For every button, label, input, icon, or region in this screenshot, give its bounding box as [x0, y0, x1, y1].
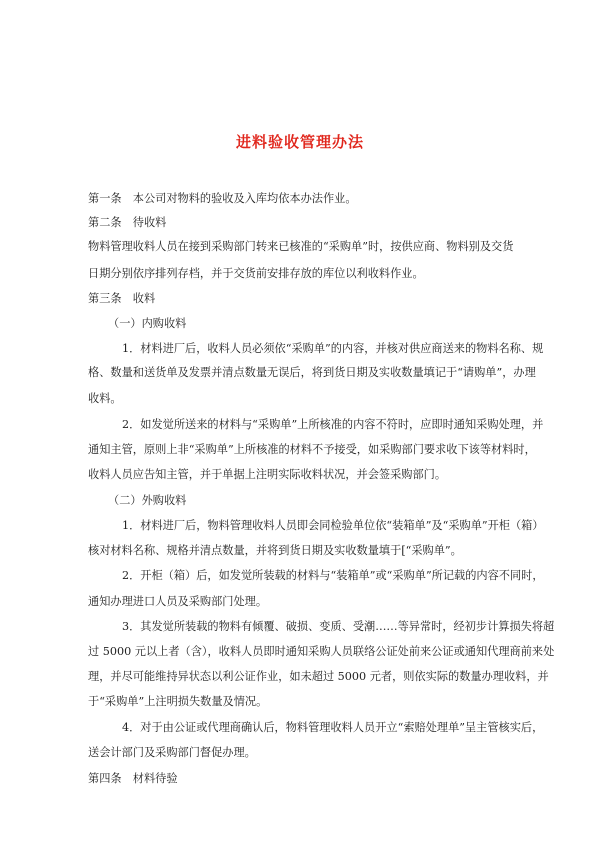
paragraph-line: 收料。 — [88, 392, 122, 405]
section-heading: （二）外购收料 — [108, 494, 187, 507]
paragraph-line: 3．其发觉所装载的物料有倾覆、破损、变质、受潮……等异常时，经初步计算损失将超 — [122, 620, 555, 633]
paragraph-line: 4．对于由公证或代理商确认后，物料管理收料人员开立“索赔处理单”呈主管核实后， — [122, 721, 544, 734]
paragraph-line: 2．开柜（箱）后，如发觉所装载的材料与“装箱单”或“采购单”所记载的内容不同时， — [122, 569, 544, 582]
document-title: 进料验收管理办法 — [235, 133, 364, 151]
paragraph-line: 物料管理收料人员在接到采购部门转来已核准的“采购单”时，按供应商、物料别及交货 — [88, 240, 514, 253]
paragraph-line: 于“采购单”上注明损失数量及情况。 — [88, 695, 268, 708]
paragraph-line: 日期分别依序排列存档，并于交货前安排存放的库位以利收料作业。 — [88, 267, 424, 280]
paragraph-line: 收料人员应告知主管，并于单据上注明实际收料状况，并会签采购部门。 — [88, 468, 447, 481]
paragraph-line: 送会计部门及采购部门督促办理。 — [88, 746, 256, 759]
paragraph-line: 1．材料进厂后，物料管理收料人员即会同检验单位依“装箱单”及“采购单”开柜（箱） — [122, 519, 544, 532]
paragraph-line: 1．材料进厂后，收料人员必须依“采购单”的内容，并核对供应商送来的物料名称、规 — [122, 342, 544, 355]
paragraph-line: 2．如发觉所送来的材料与“采购单”上所核准的内容不符时，应即时通知采购处理，并 — [122, 418, 544, 431]
article-3-heading: 第三条 收料 — [88, 292, 156, 305]
article-2-heading: 第二条 待收料 — [88, 216, 167, 229]
paragraph-line: 通知主管，原则上非“采购单”上所核准的材料不予接受，如采购部门要求收下该等材料时， — [88, 443, 536, 456]
paragraph-line: 核对材料名称、规格并清点数量，并将到货日期及实收数量填于[“采购单”。 — [88, 544, 462, 557]
paragraph-line: 通知办理进口人员及采购部门处理。 — [88, 595, 268, 608]
paragraph-line: 过 5000 元以上者（含），收料人员即时通知采购人员联络公证处前来公证或通知代理商前来处 — [88, 645, 555, 658]
paragraph-line: 格、数量和送货单及发票并清点数量无误后，将到货日期及实收数量填记于“请购单”，办理 — [88, 366, 536, 379]
article-1-line: 第一条 本公司对物料的验收及入库均依本办法作业。 — [88, 192, 357, 205]
article-4-heading: 第四条 材料待验 — [88, 772, 178, 785]
section-heading: （一）内购收料 — [108, 317, 187, 330]
paragraph-line: 理，并尽可能维持异状态以利公证作业，如未超过 5000 元者，则依实际的数量办理收料，并 — [88, 670, 549, 683]
